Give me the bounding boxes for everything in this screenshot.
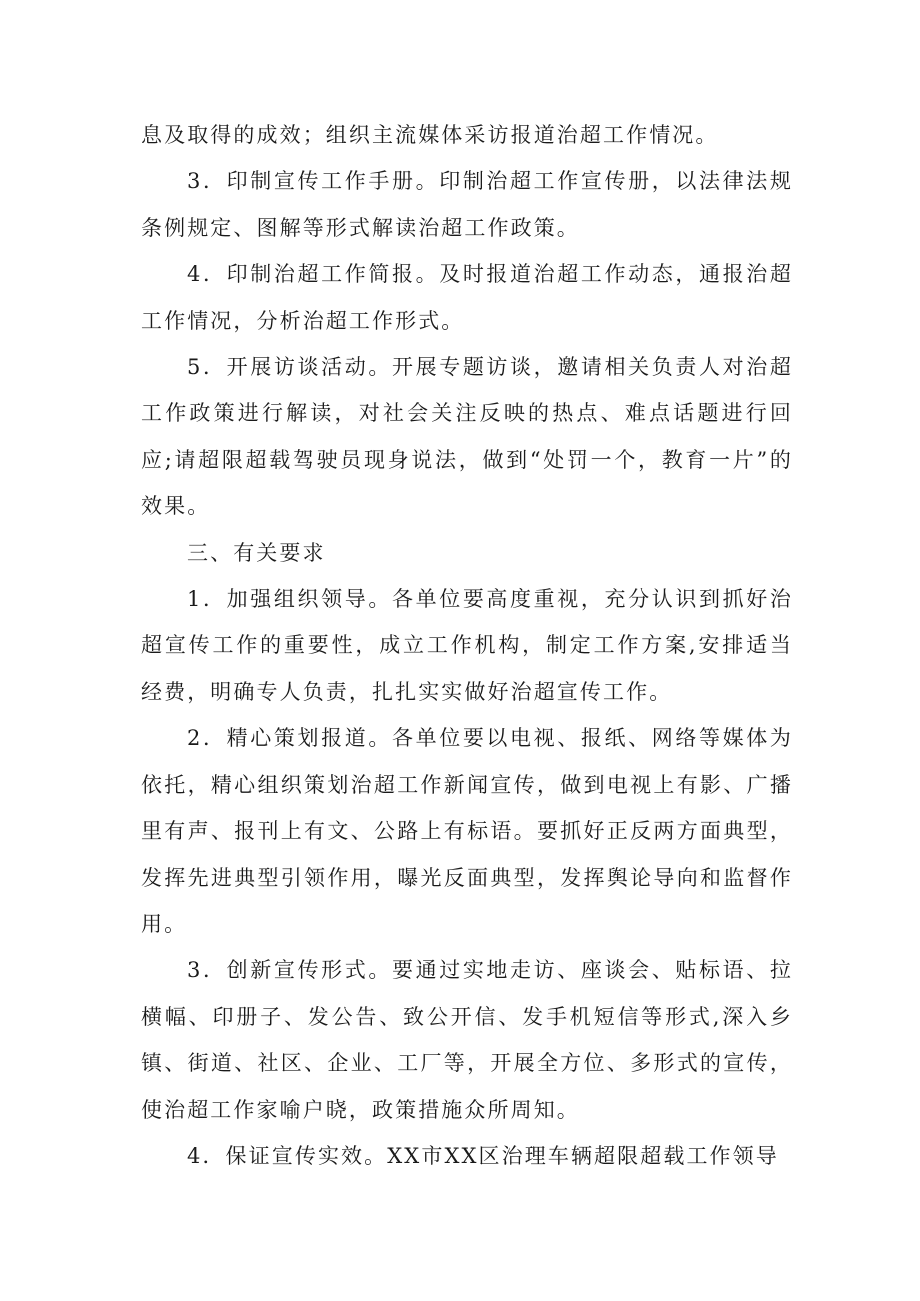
paragraph-item-5: 5．开展访谈活动。开展专题访谈，邀请相关负责人对治超工作政策进行解读，对社会关注反映的热点、难点话题进行回应;请超限超载驾驶员现身说法，做到“处罚一个，教育一片”的效果。 xyxy=(141,355,793,519)
paragraph-requirement-2: 2．精心策划报道。各单位要以电视、报纸、网络等媒体为依托，精心组织策划治超工作新闻宣传，做到电视上有影、广播里有声、报刊上有文、公路上有标语。要抓好正反两方面典型，发挥先进典型引领作用，曝光反面典型，发挥舆论导向和监督作用。 xyxy=(141,726,793,936)
paragraph-item-4: 4．印制治超工作简报。及时报道治超工作动态，通报治超工作情况，分析治超工作形式。 xyxy=(141,262,793,333)
paragraph-item-3: 3．印制宣传工作手册。印制治超工作宣传册，以法律法规条例规定、图解等形式解读治超工作政策。 xyxy=(141,169,793,240)
document-body xyxy=(141,112,793,1179)
section-heading: 三、有关要求 xyxy=(187,540,326,565)
paragraph-requirement-3: 3．创新宣传形式。要通过实地走访、座谈会、贴标语、拉横幅、印册子、发公告、致公开信、发手机短信等形式,深入乡镇、街道、社区、企业、工厂等，开展全方位、多形式的宣传，使治超工作家喻户晓，政策措施众所周知。 xyxy=(141,958,793,1122)
paragraph-continuation: 息及取得的成效；组织主流媒体采访报道治超工作情况。 xyxy=(141,123,719,147)
paragraph-requirement-4: 4．保证宣传实效。XX市XX区治理车辆超限超载工作领导 xyxy=(187,1143,779,1168)
paragraph-requirement-1: 1．加强组织领导。各单位要高度重视，充分认识到抓好治超宣传工作的重要性，成立工作机构，制定工作方案,安排适当经费，明确专人负责，扎扎实实做好治超宣传工作。 xyxy=(141,587,793,704)
